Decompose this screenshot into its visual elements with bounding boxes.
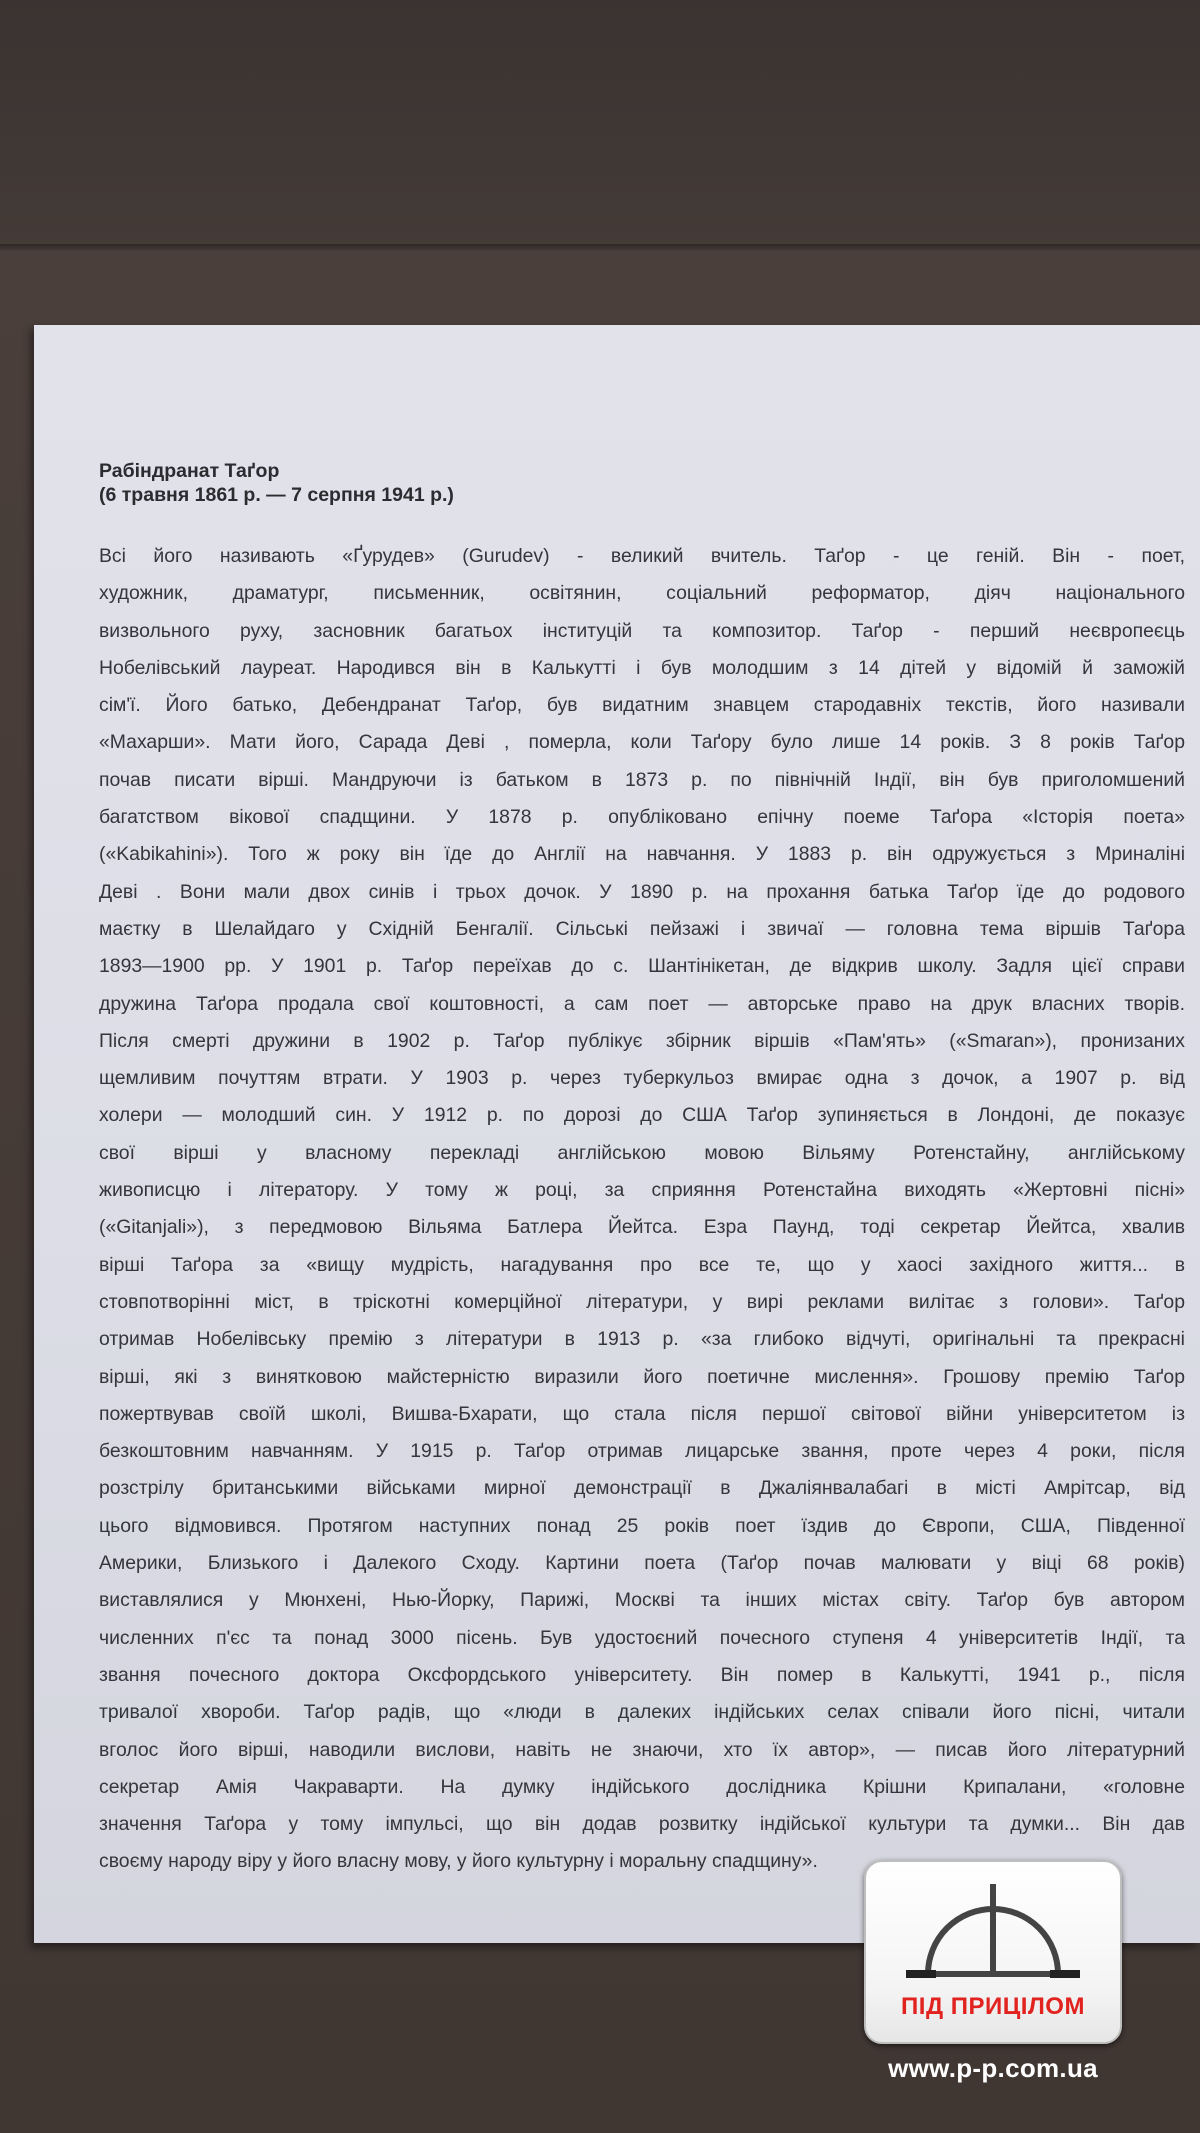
document-body-line: стовпотворінні міст, в тріскотні комерційної літератури, у вирі реклами вилітає з голови». Таґор <box>99 1290 1185 1313</box>
document-body-line: свої вірші у власному перекладі англійською мовою Вільяму Ротенстайну, англійському <box>99 1141 1185 1164</box>
document-body-line: почав писати вірші. Мандруючи із батьком в 1873 р. по північній Індії, він був приголомшений <box>99 768 1185 791</box>
document-subtitle: (6 травня 1861 р. — 7 серпня 1941 р.) <box>99 484 454 506</box>
document-body-line: численних п'єс та понад 3000 пісень. Був удостоєний почесного ступеня 4 університетів Індії, та <box>99 1626 1185 1649</box>
document-title: Рабіндранат Таґор <box>99 460 280 482</box>
document-body-line: секретар Амія Чакраварти. На думку індійського дослідника Крішни Крипалани, «головне <box>99 1775 1185 1798</box>
document-body-line: маєтку в Шелайдаго у Східній Бенгалії. Сільські пейзажі і звичаї — головна тема віршів Таґора <box>99 917 1185 940</box>
logo-brand-text: ПІД ПРИЦІЛОМ <box>901 1993 1085 2020</box>
document-body-line: розстрілу британськими військами мирної демонстрації в Джаліянвалабагі в місті Амрітсар, від <box>99 1477 1185 1500</box>
document-body <box>99 538 1185 1881</box>
document-body-line: вголос його вірші, наводили вислови, навіть не знаючи, хто їх автор», — писав його літературний <box>99 1738 1185 1761</box>
document-body-line: Америки, Близького і Далекого Сходу. Картини поета (Таґор почав малювати у віці 68 років) <box>99 1552 1185 1575</box>
document-body-line: безкоштовним навчанням. У 1915 р. Таґор отримав лицарське звання, проте через 4 роки, після <box>99 1440 1185 1463</box>
document-body-line: тривалої хвороби. Таґор радів, що «люди в далеких індійських селах співали його пісні, читали <box>99 1701 1185 1724</box>
watermark-logo <box>864 1860 1122 2044</box>
document-body-line: Нобелівський лауреат. Народився він в Калькутті і був молодшим з 14 дітей у відомій й заможій <box>99 656 1185 679</box>
document-body-line: («Kabikahini»). Того ж року він їде до Англії на навчання. У 1883 р. він одружується з Мриналіні <box>99 843 1185 866</box>
document-body-line: Всі його називають «Ґурудев» (Gurudev) - великий вчитель. Таґор - це геній. Він - поет, <box>99 545 1185 567</box>
document-body-line: Після смерті дружини в 1902 р. Таґор публікує збірник віршів «Пам'ять» («Smaran»), пронизаних <box>99 1029 1185 1052</box>
paper-sheet <box>34 325 1200 1943</box>
document-body-line: Деві . Вони мали двох синів і трьох дочок. У 1890 р. на прохання батька Таґор їде до родового <box>99 880 1185 903</box>
document-body-line: цього відмовився. Протягом наступних понад 25 років поет їздив до Європи, США, Південної <box>99 1514 1185 1537</box>
document-body-line: пожертвував своїй школі, Вишва-Бхарати, що стала після першої світової війни університетом із <box>99 1402 1185 1425</box>
document-body-line: визвольного руху, засновник багатьох інституцій та композитор. Таґор - перший неєвропеєць <box>99 619 1185 642</box>
document-body-line: значення Таґора у тому імпульсі, що він додав розвитку індійської культури та думки... Він дав <box>99 1813 1185 1836</box>
document-body-line: багатством вікової спадщини. У 1878 р. опубліковано епічну поеме Таґора «Історія поета» <box>99 806 1185 829</box>
document-body-line: («Gitanjali»), з передмовою Вільяма Батлера Йейтса. Езра Паунд, тоді секретар Йейтса, хвалив <box>99 1216 1185 1239</box>
document-body-line: живописцю і літератору. У тому ж році, за сприяння Ротенстайна виходять «Жертовні пісні» <box>99 1179 1185 1202</box>
document-body-line: художник, драматург, письменник, освітянин, соціальний реформатор, діяч національного <box>99 582 1185 605</box>
document-body-line: холери — молодший син. У 1912 р. по дорозі до США Таґор зупиняється в Лондоні, де показує <box>99 1104 1185 1127</box>
document-body-line: 1893—1900 рр. У 1901 р. Таґор переїхав до с. Шантінікетан, де відкрив школу. Задля цієї справи <box>99 955 1185 978</box>
wall-shelf-edge <box>0 244 1200 252</box>
document-body-line: вірші, які з винятковою майстерністю виразили його поетичне мислення». Грошову премію Таґор <box>99 1365 1185 1388</box>
document-body-line: дружина Таґора продала свої коштовності, а сам поет — авторське право на друк власних творів. <box>99 992 1185 1015</box>
document-body-line: сім'ї. Його батько, Дебендранат Таґор, був видатним знавцем стародавніх текстів, його називали <box>99 694 1185 717</box>
document-body-line: звання почесного доктора Оксфордського університету. Він помер в Калькутті, 1941 р., після <box>99 1663 1185 1686</box>
wall-background-top <box>0 0 1200 248</box>
document-body-line: вірші Таґора за «вищу мудрість, нагадування про все те, що у хаосі західного життя... в <box>99 1253 1185 1276</box>
document-body-line: своєму народу віру у його власну мову, у його культурну і моральну спадщину». <box>99 1850 818 1873</box>
document-body-line: отримав Нобелівську премію з літератури в 1913 р. «за глибоко відчуті, оригінальні та прекрасні <box>99 1328 1185 1351</box>
document-body-line: «Махарши». Мати його, Сарада Деві , померла, коли Таґору було лише 14 років. З 8 років Таґор <box>99 731 1185 754</box>
watermark-url: www.p-p.com.ua <box>888 2053 1098 2083</box>
document-body-line: виставлялися у Мюнхені, Нью-Йорку, Парижі, Москві та інших містах світу. Таґор був автором <box>99 1589 1185 1612</box>
document-body-line: щемливим почуттям втрати. У 1903 р. через туберкульоз вмирає одна з дочок, а 1907 р. від <box>99 1067 1185 1090</box>
